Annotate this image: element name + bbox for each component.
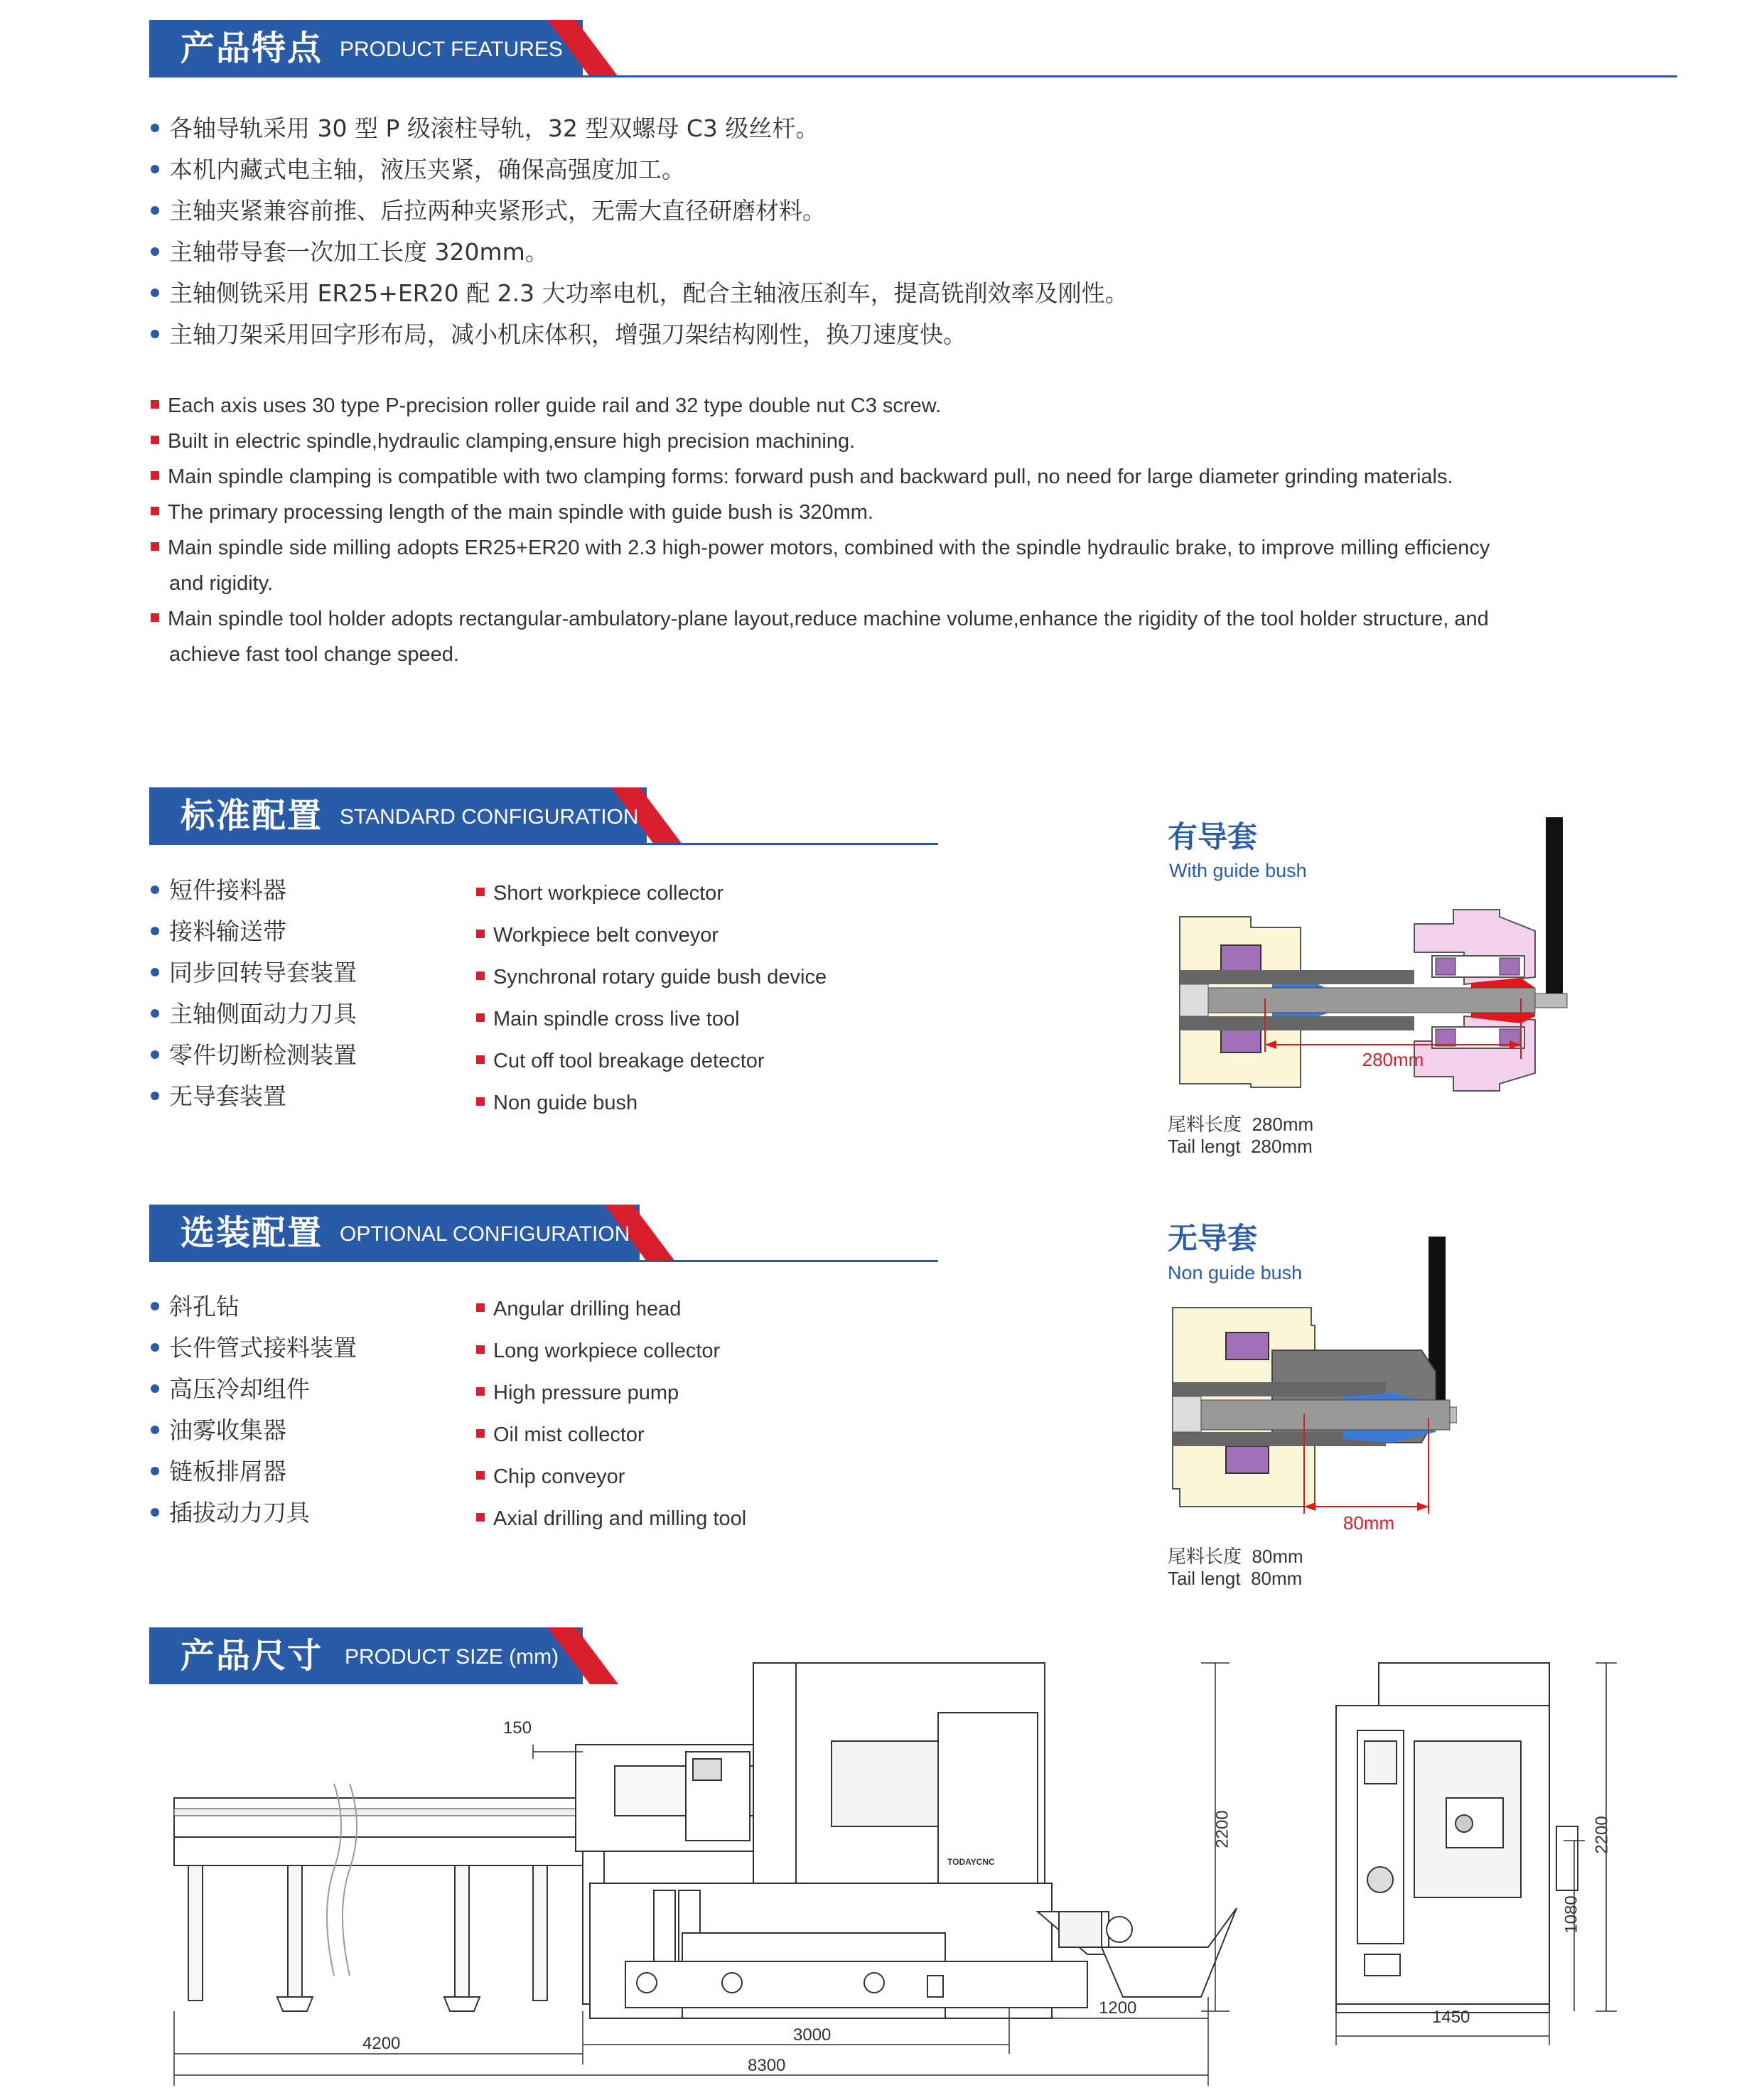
bullet-square-icon [151,613,159,622]
list-item [476,957,827,998]
list-item [476,1040,827,1082]
list-item-continuation: achieve fast tool change speed. [169,643,459,666]
list-item [151,1286,357,1328]
guide-bush-tail-value-2: 280mm [1251,1136,1313,1157]
list-item-text: 主轴带导套一次加工长度 320mm。 [169,238,549,266]
standard-title-cn: 标准配置 [181,796,323,836]
standard-en-list [476,873,827,1124]
guide-bush-diagram [1166,810,1592,1123]
list-item-text: Workpiece belt conveyor [493,924,719,947]
list-item [151,994,357,1035]
size-title-en: PRODUCT SIZE (mm) [345,1645,559,1669]
bullet-square-icon [476,1471,485,1480]
list-item [151,530,1677,601]
list-item [151,495,1677,530]
features-header [149,20,1677,77]
list-item-text: 长件管式接料装置 [169,1334,357,1362]
brand-plate: TODAYCNC [947,1857,995,1867]
bullet-square-icon [151,436,159,444]
bullet-dot-icon [151,165,159,173]
list-item-text: 高压冷却组件 [169,1375,310,1403]
list-item-text: Oil mist collector [493,1423,645,1446]
guide-bush-dim-label: 280mm [1362,1049,1424,1070]
features-en-list [151,388,1677,672]
list-item [151,1328,357,1369]
bullet-square-icon [476,1055,485,1064]
list-item-text: 主轴刀架采用回字形布局，减小机床体积，增强刀架结构刚性，换刀速度快。 [169,321,967,348]
list-item [151,1451,357,1492]
guide-bush-tail-value-1: 280mm [1252,1114,1314,1135]
list-item [476,1082,827,1124]
features-title-en: PRODUCT FEATURES [340,38,563,61]
list-item [476,998,827,1040]
bullet-dot-icon [151,1467,159,1475]
list-item [151,459,1677,495]
bullet-square-icon [476,1013,485,1022]
bullet-dot-icon [151,124,159,132]
dim-8300: 8300 [748,2056,786,2075]
list-item [151,870,357,911]
list-item-text: Main spindle side milling adopts ER25+ER20 with 2.3 high-power motors, combined with the spindle hydraulic brake, to improve milling efficiency [168,537,1490,559]
bullet-square-icon [476,888,485,896]
bullet-dot-icon [151,1426,159,1434]
bullet-dot-icon [151,289,159,297]
bullet-square-icon [476,971,485,980]
list-item-text: 无导套装置 [169,1082,286,1110]
non-guide-bush-tail-en-label: Tail lengt [1168,1568,1241,1589]
list-item-text: 零件切断检测装置 [169,1041,357,1069]
bullet-dot-icon [151,1092,159,1100]
guide-bush-tail-cn [1168,1110,1313,1136]
bullet-square-icon [476,1345,485,1354]
bullet-dot-icon [151,968,159,976]
list-item [476,1498,746,1540]
optional-en-list [476,1288,746,1540]
list-item-text: Non guide bush [493,1092,638,1114]
standard-cn-list [151,870,357,1117]
list-item-text: 斜孔钻 [169,1293,240,1320]
list-item [151,1492,357,1534]
optional-title-en: OPTIONAL CONFIGURATION [340,1222,630,1246]
list-item [151,388,1677,424]
list-item [151,424,1677,459]
machine-side-drawing [1322,1656,1649,2054]
guide-bush-tail-en [1168,1136,1313,1158]
list-item-text: Main spindle tool holder adopts rectangular-ambulatory-plane layout,reduce machine volume,enhance the rigidity of the tool holder structure, and [168,608,1489,630]
list-item [476,873,827,915]
list-item [151,190,1129,232]
non-guide-bush-tail-value-2: 80mm [1251,1568,1303,1589]
list-item-continuation: and rigidity. [169,572,274,595]
non-guide-bush-tail-cn [1168,1542,1303,1568]
list-item-text: 各轴导轨采用 30 型 P 级滚柱导轨，32 型双螺母 C3 级丝杆。 [169,114,819,142]
dim-3000: 3000 [793,2025,832,2045]
list-item-text: Built in electric spindle,hydraulic clamping,ensure high precision machining. [168,430,856,453]
bullet-square-icon [476,1097,485,1106]
dim-1200: 1200 [1099,1998,1137,2018]
bullet-dot-icon [151,927,159,935]
list-item-text: Main spindle cross live tool [493,1008,740,1030]
list-item [151,952,357,994]
standard-title-en: STANDARD CONFIGURATION [340,805,639,829]
dim-2200-side: 2200 [1592,1816,1612,1854]
non-guide-bush-title-en: Non guide bush [1168,1262,1303,1283]
features-cn-list [151,108,1129,355]
machine-front-drawing [163,1656,1272,2096]
list-item-text: 接料输送带 [169,917,286,945]
bullet-dot-icon [151,206,159,215]
list-item [476,1330,746,1372]
list-item [476,915,827,957]
size-title-cn: 产品尺寸 [181,1636,323,1676]
list-item-text: Short workpiece collector [493,882,723,905]
non-guide-bush-tail-value-1: 80mm [1252,1546,1303,1567]
optional-header [149,1205,938,1261]
optional-title-cn: 选装配置 [181,1213,323,1253]
dim-1450: 1450 [1432,2008,1470,2027]
list-item-text: Angular drilling head [493,1298,682,1320]
list-item [151,1369,357,1410]
list-item-text: Axial drilling and milling tool [493,1507,747,1530]
list-item-text: 短件接料器 [169,876,286,904]
bullet-square-icon [476,930,485,938]
list-item [151,108,1129,149]
bullet-square-icon [476,1429,485,1438]
non-guide-bush-title-cn: 无导套 [1168,1221,1258,1256]
list-item [476,1414,746,1456]
list-item-text: Synchronal rotary guide bush device [493,966,827,989]
list-item-text: 同步回转导套装置 [169,959,357,986]
bullet-dot-icon [151,1302,159,1310]
features-title-cn: 产品特点 [181,28,323,68]
list-item [151,149,1129,190]
guide-bush-title-en: With guide bush [1169,860,1307,881]
non-guide-bush-diagram [1158,1229,1457,1556]
bullet-square-icon [476,1387,485,1396]
list-item-text: 主轴侧铣采用 ER25+ER20 配 2.3 大功率电机，配合主轴液压刹车，提高铣削效率及刚性。 [169,279,1129,307]
guide-bush-tail-cn-label: 尾料长度 [1168,1114,1242,1135]
bullet-square-icon [151,542,159,551]
standard-header [149,787,938,844]
bullet-dot-icon [151,247,159,256]
list-item [151,273,1129,314]
list-item [476,1456,746,1498]
list-item-text: Each axis uses 30 type P-precision roller guide rail and 32 type double nut C3 screw. [168,394,942,417]
bullet-dot-icon [151,1508,159,1517]
list-item-text: 油雾收集器 [169,1416,286,1444]
bullet-dot-icon [151,885,159,894]
list-item-text: 主轴侧面动力刀具 [169,1000,357,1028]
bullet-square-icon [151,400,159,409]
list-item [476,1372,746,1414]
guide-bush-title-cn: 有导套 [1168,819,1258,854]
non-guide-bush-tail-cn-label: 尾料长度 [1168,1546,1242,1567]
dim-2200-front: 2200 [1212,1810,1232,1848]
list-item [151,911,357,952]
non-guide-bush-tail-en [1168,1568,1302,1590]
bullet-dot-icon [151,330,159,338]
list-item-text: Main spindle clamping is compatible with two clamping forms: forward push and backward pull, no need for large diameter grinding materials. [168,465,1453,488]
list-item-text: 本机内藏式电主轴，液压夹紧，确保高强度加工。 [169,156,685,183]
bullet-square-icon [476,1513,485,1522]
list-item [151,232,1129,273]
dim-150: 150 [503,1718,532,1738]
list-item-text: Cut off tool breakage detector [493,1050,765,1072]
bullet-dot-icon [151,1343,159,1352]
list-item-text: 插拔动力刀具 [169,1499,310,1526]
list-item [476,1288,746,1330]
non-guide-bush-dim-label: 80mm [1343,1512,1395,1534]
bullet-square-icon [476,1303,485,1312]
dim-1080: 1080 [1561,1895,1581,1934]
bullet-dot-icon [151,1050,159,1059]
list-item-text: Long workpiece collector [493,1340,721,1362]
list-item-text: Chip conveyor [493,1465,625,1488]
list-item [151,601,1677,672]
bullet-square-icon [151,507,159,515]
list-item-text: 链板排屑器 [169,1458,286,1485]
list-item [151,314,1129,355]
guide-bush-tail-en-label: Tail lengt [1168,1136,1241,1157]
bullet-dot-icon [151,1009,159,1018]
list-item-text: High pressure pump [493,1382,679,1404]
list-item [151,1410,357,1451]
list-item [151,1035,357,1076]
bullet-dot-icon [151,1384,159,1393]
optional-cn-list [151,1286,357,1534]
list-item-text: 主轴夹紧兼容前推、后拉两种夹紧形式，无需大直径研磨材料。 [169,197,826,225]
list-item [151,1076,357,1117]
dim-4200: 4200 [362,2034,401,2053]
list-item-text: The primary processing length of the main spindle with guide bush is 320mm. [168,501,873,524]
bullet-square-icon [151,471,159,480]
